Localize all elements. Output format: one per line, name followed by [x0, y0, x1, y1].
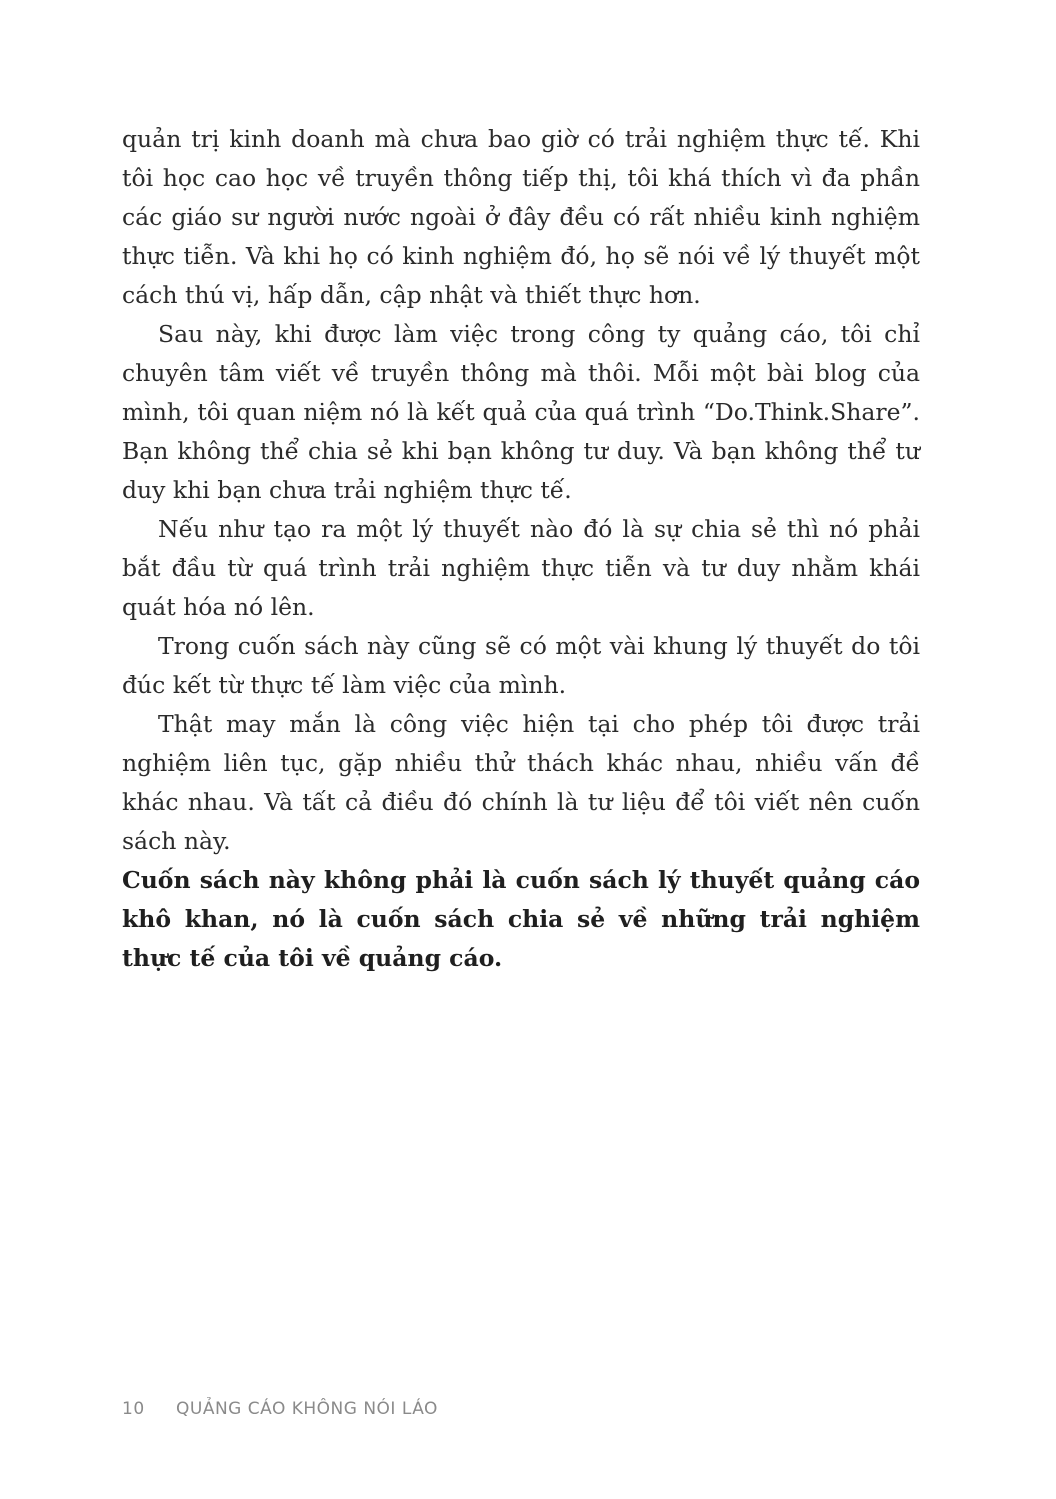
body-text [122, 120, 920, 978]
page-number: 10 [122, 1399, 145, 1419]
paragraph-1: quản trị kinh doanh mà chưa bao giờ có trải nghiệm thực tế. Khi tôi học cao học về truyền thông tiếp thị, tôi khá thích vì đa phần các giáo sư người nước ngoài ở đây đều có rất nhiều kinh nghiệm thực tiễn. Và khi họ có kinh nghiệm đó, họ sẽ nói về lý thuyết một cách thú vị, hấp dẫn, cập nhật và thiết thực hơn. [122, 125, 920, 309]
bold-statement: Cuốn sách này không phải là cuốn sách lý thuyết quảng cáo khô khan, nó là cuốn sách chia sẻ về những trải nghiệm thực tế của tôi về quảng cáo. [122, 866, 920, 972]
paragraph-3: Nếu như tạo ra một lý thuyết nào đó là sự chia sẻ thì nó phải bắt đầu từ quá trình trải nghiệm thực tiễn và tư duy nhằm khái quát hóa nó lên. [122, 515, 920, 621]
paragraph-4: Trong cuốn sách này cũng sẽ có một vài khung lý thuyết do tôi đúc kết từ thực tế làm việc của mình. [122, 632, 920, 699]
paragraph-5: Thật may mắn là công việc hiện tại cho phép tôi được trải nghiệm liên tục, gặp nhiều thử thách khác nhau, nhiều vấn đề khác nhau. Và tất cả điều đó chính là tư liệu để tôi viết nên cuốn sách này. [122, 710, 920, 855]
page-footer [122, 1399, 438, 1419]
paragraph-2: Sau này, khi được làm việc trong công ty quảng cáo, tôi chỉ chuyên tâm viết về truyền thông mà thôi. Mỗi một bài blog của mình, tôi quan niệm nó là kết quả của quá trình “Do.Think.Share”. Bạn không thể chia sẻ khi bạn không tư duy. Và bạn không thể tư duy khi bạn chưa trải nghiệm thực tế. [122, 320, 920, 504]
running-title: QUẢNG CÁO KHÔNG NÓI LÁO [176, 1399, 438, 1419]
